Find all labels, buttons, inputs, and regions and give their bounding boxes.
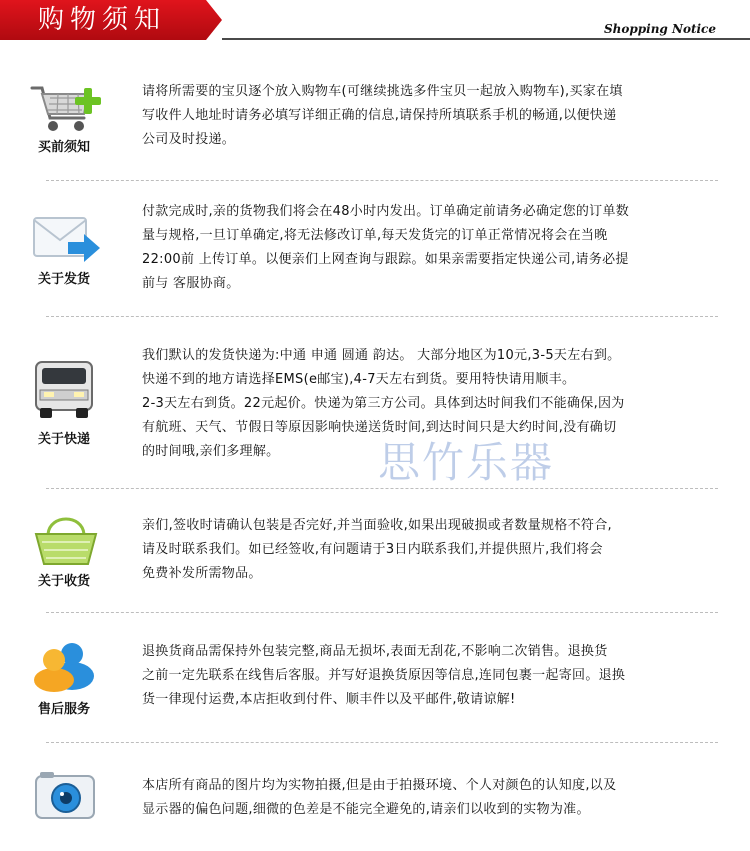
text-line: 的时间哦,亲们多理解。 — [142, 444, 280, 459]
text-line: 写收件人地址时请务必填写详细正确的信息,请保持所填联系手机的畅通,以便快递 — [142, 108, 617, 123]
text-line: 量与规格,一旦订单确定,将无法修改订单,每天发货完的订单正常情况将会在当晚 — [142, 228, 608, 243]
text-line: 前与 客服协商。 — [142, 276, 240, 291]
text-line: 免费补发所需物品。 — [142, 566, 262, 581]
text-line: 退换货商品需保持外包装完整,商品无损坏,表面无刮花,不影响二次销售。退换货 — [142, 644, 608, 659]
text-line: 之前一定先联系在线售后客服。并写好退换货原因等信息,连同包裹一起寄回。退换 — [142, 668, 626, 683]
page-header — [0, 0, 750, 44]
text-line: 显示器的偏色问题,细微的色差是不能完全避免的,请亲们以收到的实物为准。 — [142, 802, 590, 817]
section-divider — [46, 316, 718, 317]
section-divider — [46, 488, 718, 489]
section-caption: 关于发货 — [37, 272, 90, 287]
text-line: 我们默认的发货快递为:中通 申通 圆通 韵达。 大部分地区为10元,3-5天左右到。 — [142, 348, 621, 363]
section-text — [142, 514, 724, 586]
header-underline — [222, 38, 750, 40]
envelope-arrow-icon — [28, 208, 104, 272]
camera-icon — [28, 768, 104, 832]
text-line: 亲们,签收时请确认包装是否完好,并当面验收,如果出现破损或者数量规格不符合, — [142, 518, 612, 533]
delivery-truck-icon — [28, 358, 104, 422]
text-line: 公司及时投递。 — [142, 132, 236, 147]
section-divider — [46, 180, 718, 181]
watermark: 思竹乐器 — [378, 438, 555, 487]
section-text — [142, 80, 724, 152]
section-caption: 售后服务 — [37, 702, 90, 717]
section-text — [142, 640, 724, 712]
page-subtitle: Shopping Notice — [603, 22, 716, 36]
shopping-cart-icon — [28, 80, 104, 144]
text-line: 22:00前 上传订单。以便亲们上网查询与跟踪。如果亲需要指定快递公司,请务必提 — [142, 252, 629, 267]
section-text — [142, 774, 724, 822]
page-title: 购物须知 — [38, 5, 167, 35]
customer-service-icon — [28, 632, 104, 696]
section-text — [142, 200, 724, 296]
section-caption: 买前须知 — [37, 140, 90, 155]
section-divider — [46, 612, 718, 613]
basket-icon — [28, 510, 104, 574]
text-line: 快递不到的地方请选择EMS(e邮宝),4-7天左右到货。要用特快请用顺丰。 — [142, 372, 576, 387]
section-caption: 关于快递 — [37, 432, 90, 447]
text-line: 本店所有商品的图片均为实物拍摄,但是由于拍摄环境、个人对颜色的认知度,以及 — [142, 778, 617, 793]
text-line: 货一律现付运费,本店拒收到付件、顺丰件以及平邮件,敬请谅解! — [142, 692, 516, 707]
text-line: 付款完成时,亲的货物我们将会在48小时内发出。订单确定前请务必确定您的订单数 — [142, 204, 630, 219]
section-caption: 关于收货 — [37, 574, 90, 589]
text-line: 2-3天左右到货。22元起价。快递为第三方公司。具体到达时间我们不能确保,因为 — [142, 396, 625, 411]
text-line: 有航班、天气、节假日等原因影响快递送货时间,到达时间只是大约时间,没有确切 — [142, 420, 617, 435]
text-line: 请将所需要的宝贝逐个放入购物车(可继续挑选多件宝贝一起放入购物车),买家在填 — [142, 84, 623, 99]
section-divider — [46, 742, 718, 743]
text-line: 请及时联系我们。如已经签收,有问题请于3日内联系我们,并提供照片,我们将会 — [142, 542, 603, 557]
